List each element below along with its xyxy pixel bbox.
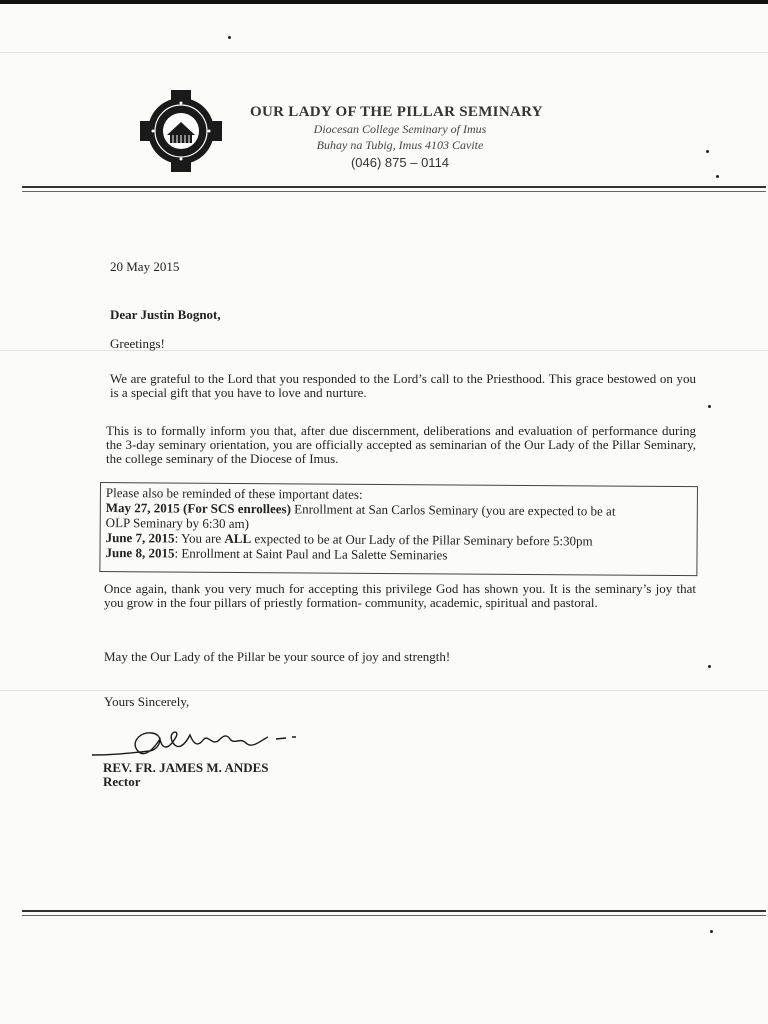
paragraph-thanks: Once again, thank you very much for accepting this privilege God has shown you. It is the seminary’s joy that you grow in the four pillars of priestly formation- community, academic, spiritual and pastoral. <box>104 581 696 610</box>
header-rule-thin <box>22 191 766 192</box>
paragraph-acceptance: This is to formally inform you that, after due discernment, deliberations and evaluation of performance during the 3-day seminary orientation, you are officially accepted as seminarian of the Our Lady of the Pillar Seminary, the college seminary of the Diocese of Imus. <box>106 423 696 466</box>
closing: Yours Sincerely, <box>104 694 190 709</box>
paragraph-acknowledgement: We are grateful to the Lord that you responded to the Lord’s call to the Priesthood. This grace bestowed on you is a special gift that you have to love and nurture. <box>110 371 696 400</box>
scan-speck <box>228 36 231 39</box>
institution-address: Buhay na Tubig, Imus 4103 Cavite <box>316 138 484 152</box>
institution-name: OUR LADY OF THE PILLAR SEMINARY <box>250 104 543 120</box>
footer-rule-thin <box>22 915 766 916</box>
date-text: expected to be at Our Lady of the Pillar Seminary before 5:30pm <box>251 531 593 549</box>
signatory-name: REV. FR. JAMES M. ANDES <box>103 760 269 775</box>
scan-speck <box>708 405 711 408</box>
date-label: June 8, 2015 <box>105 545 175 561</box>
date-emphasis: ALL <box>224 530 252 547</box>
greeting: Greetings! <box>110 336 165 351</box>
signatory-position: Rector <box>103 774 141 789</box>
institution-subtitle: Diocesan College Seminary of Imus <box>313 122 487 136</box>
paper-fold <box>0 690 768 691</box>
date-text: Enrollment at San Carlos Seminary (you are expected to be at <box>290 501 616 519</box>
footer-rule <box>22 910 766 912</box>
paragraph-blessing: May the Our Lady of the Pillar be your source of joy and strength! <box>104 649 451 664</box>
scan-speck <box>708 665 711 668</box>
important-dates-box <box>99 482 698 576</box>
letter-date: 20 May 2015 <box>110 259 180 274</box>
seminary-seal-icon <box>140 90 222 172</box>
date-label: June 7, 2015 <box>105 530 175 546</box>
institution-phone: (046) 875 – 0114 <box>350 155 450 170</box>
date-label: May 27, 2015 (For SCS enrollees) <box>105 500 291 517</box>
scan-speck <box>716 175 719 178</box>
header-rule <box>22 186 766 188</box>
paper-fold <box>0 52 768 53</box>
date-text: : You are <box>174 530 225 546</box>
dates-intro: Please also be reminded of these important dates: <box>105 485 363 502</box>
scan-speck <box>710 930 713 933</box>
date-text: : Enrollment at Saint Paul and La Salette Seminaries <box>174 545 448 563</box>
date-item <box>105 546 693 564</box>
scan-speck <box>706 150 709 153</box>
date-item-continued: OLP Seminary by 6:30 am) <box>105 515 250 532</box>
salutation: Dear Justin Bognot, <box>110 307 221 322</box>
scan-edge <box>0 0 768 4</box>
